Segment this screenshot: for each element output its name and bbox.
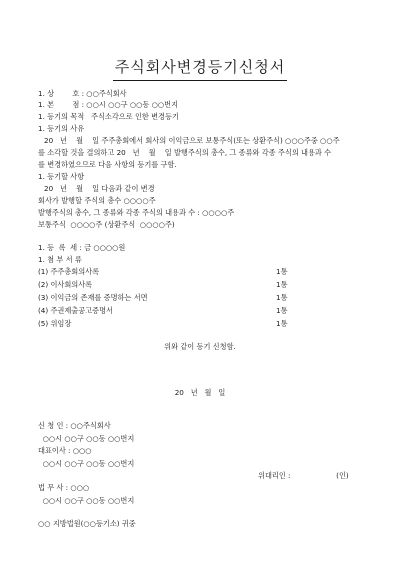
matters-line-3: 발행주식의 총수, 그 종류와 각종 주식의 내용과 수 : ○○○○주: [38, 208, 235, 217]
reason-line-3: 를 변경하였으므로 다음 사항의 등기를 구함.: [38, 160, 177, 169]
attachment-name: (2) 이사회의사록: [38, 280, 93, 289]
representative-address: ○○시 ○○구 ○○동 ○○번지: [38, 459, 135, 468]
court-addressee: ○○ 지방법원(○○등기소) 귀중: [38, 519, 136, 528]
judicial-scrivener: 법 무 사 : ○○○: [38, 483, 90, 492]
matters-line-2: 회사가 발행할 주식의 총수 ○○○○주: [38, 196, 156, 205]
attachments-label: 1. 첨 부 서 류: [38, 255, 82, 264]
reason-line-1: 20 년 월 일 주주총회에서 회사의 이익금으로 보통주식(또는 상환주식) ○○○주중 ○○주: [44, 136, 340, 145]
attachment-count: 1통: [276, 319, 288, 328]
matters-line-4: 보통주식 ○○○○주 (상환주식 ○○○○주): [38, 220, 175, 229]
document-title: 주식회사변경등기신청서: [113, 56, 287, 81]
attachment-name: (4) 주권제출공고증명서: [38, 306, 113, 315]
attachment-name: (5) 위임장: [38, 319, 72, 328]
matters-label: 1. 등기할 사항: [38, 172, 85, 181]
head-office: 1. 본 점 : ○○시 ○○구 ○○동 ○○번지: [38, 100, 179, 109]
title-wrap: [0, 56, 400, 81]
attachment-count: 1통: [276, 293, 288, 302]
attachment-count: 1통: [276, 306, 288, 315]
attachment-count: 1통: [276, 267, 288, 276]
applicant-company: 신 청 인 : ○○주식회사: [38, 421, 111, 430]
attachment-count: 1통: [276, 280, 288, 289]
judicial-scrivener-address: ○○시 ○○구 ○○동 ○○번지: [38, 496, 135, 505]
representative-director: 대표이사 : ○○○: [38, 446, 92, 455]
reason-label: 1. 등기의 사유: [38, 124, 85, 133]
applicant-address: ○○시 ○○구 ○○동 ○○번지: [38, 434, 135, 443]
registration-purpose: 1. 등기의 목적 주식소각으로 인한 변경등기: [38, 112, 179, 121]
attachment-name: (3) 이익금의 존재를 증명하는 서면: [38, 293, 148, 302]
application-date: 20 년 월 일: [174, 388, 226, 397]
matters-line-1: 20 년 월 일 다음과 같이 변경: [44, 184, 155, 193]
registration-tax: 1. 등 록 세 : 금 ○○○○원: [38, 243, 126, 252]
closing-statement: 위와 같이 등기 신청함.: [164, 342, 236, 351]
attachment-name: (1) 주주총회의사록: [38, 267, 100, 276]
trade-name: 1. 상 호 : ○○주식회사: [38, 89, 127, 98]
reason-line-2: 를 소각할 것을 결의하고 20 년 월 일 발행주식의 총수, 그 종류와 각종 주식의 내용과 수: [38, 148, 332, 157]
agent-signature-line: 위대리인 : (인): [258, 471, 349, 480]
